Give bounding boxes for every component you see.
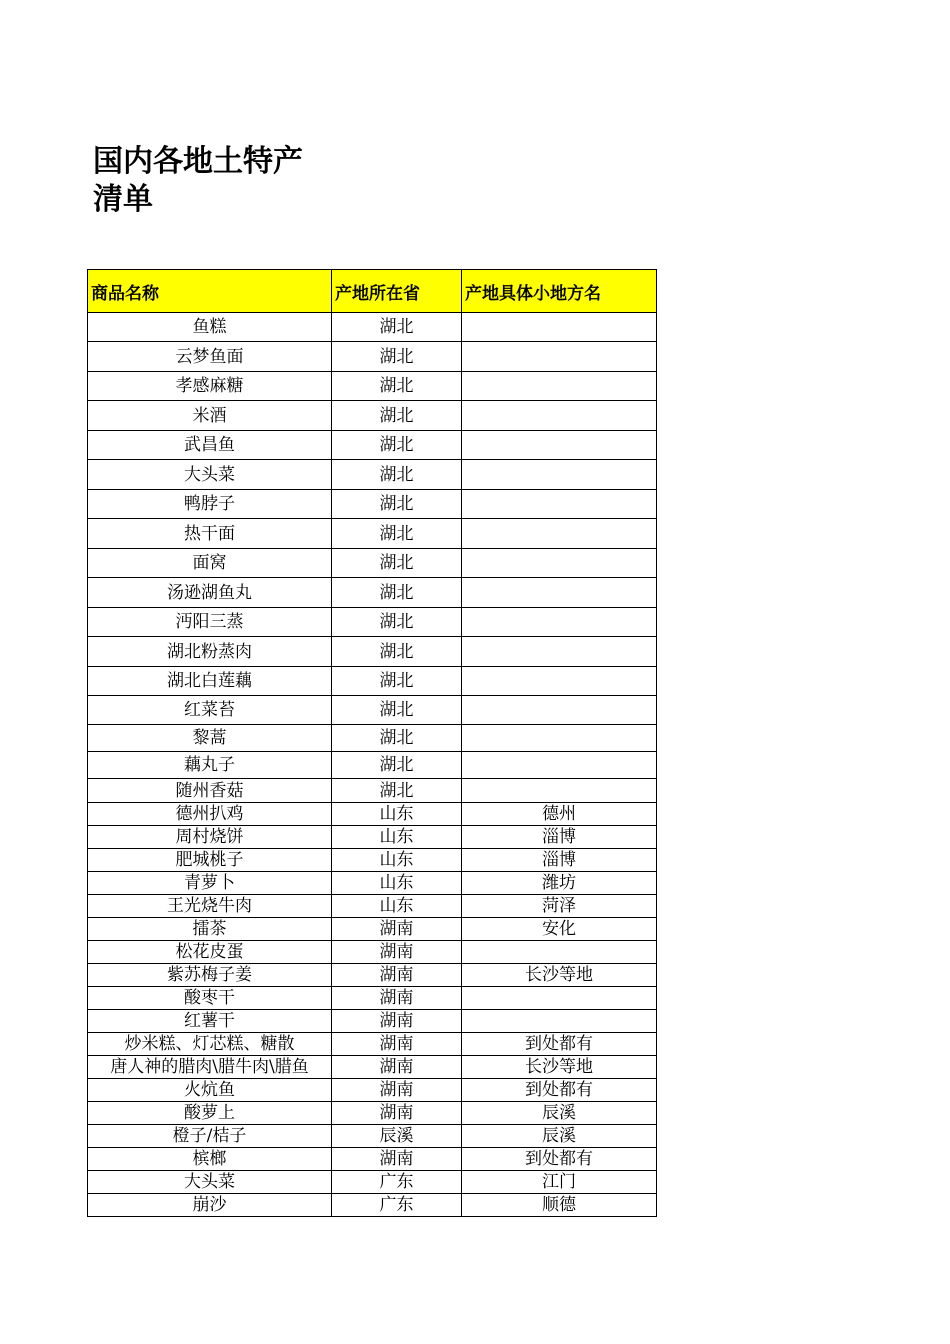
cell-province: 湖北: [332, 752, 462, 779]
cell-province: 湖南: [332, 964, 462, 987]
cell-province: 湖南: [332, 1010, 462, 1033]
cell-province: 湖北: [332, 519, 462, 549]
cell-locality: 潍坊: [462, 872, 657, 895]
table-row: [88, 779, 657, 803]
table-row: [88, 918, 657, 941]
cell-product-name: 松花皮蛋: [88, 941, 332, 964]
table-row: [88, 1171, 657, 1194]
table-row: [88, 460, 657, 490]
table-row: [88, 1033, 657, 1056]
cell-province: 湖南: [332, 918, 462, 941]
table-row: [88, 895, 657, 918]
cell-province: 湖北: [332, 578, 462, 608]
cell-province: 湖南: [332, 1148, 462, 1171]
table-row: [88, 372, 657, 401]
cell-province: 湖北: [332, 401, 462, 431]
cell-product-name: 德州扒鸡: [88, 803, 332, 826]
cell-province: 广东: [332, 1171, 462, 1194]
page-title: [93, 143, 413, 219]
table-row: [88, 1148, 657, 1171]
cell-province: 湖南: [332, 1056, 462, 1079]
table-row: [88, 549, 657, 578]
cell-province: 湖北: [332, 372, 462, 401]
cell-province: 山东: [332, 895, 462, 918]
cell-locality: 江门: [462, 1171, 657, 1194]
cell-locality: [462, 372, 657, 401]
table-body: [88, 313, 657, 1217]
cell-province: 山东: [332, 826, 462, 849]
cell-product-name: 黎蒿: [88, 725, 332, 752]
title-line-2: 清单: [93, 182, 153, 217]
cell-locality: 淄博: [462, 826, 657, 849]
table-row: [88, 987, 657, 1010]
cell-province: 湖南: [332, 1033, 462, 1056]
cell-product-name: 红薯干: [88, 1010, 332, 1033]
cell-province: 湖南: [332, 1102, 462, 1125]
cell-locality: 到处都有: [462, 1033, 657, 1056]
table-row: [88, 1010, 657, 1033]
cell-locality: [462, 637, 657, 667]
cell-locality: 淄博: [462, 849, 657, 872]
table-row: [88, 637, 657, 667]
table-row: [88, 1102, 657, 1125]
cell-province: 湖北: [332, 608, 462, 637]
cell-locality: 顺德: [462, 1194, 657, 1217]
cell-locality: 菏泽: [462, 895, 657, 918]
cell-product-name: 炒米糕、灯芯糕、糖散: [88, 1033, 332, 1056]
cell-product-name: 红菜苔: [88, 696, 332, 725]
cell-product-name: 云梦鱼面: [88, 342, 332, 372]
table-row: [88, 696, 657, 725]
table-row: [88, 1125, 657, 1148]
cell-locality: 德州: [462, 803, 657, 826]
cell-product-name: 擂茶: [88, 918, 332, 941]
cell-product-name: 鱼糕: [88, 313, 332, 342]
cell-province: 湖北: [332, 696, 462, 725]
cell-province: 湖北: [332, 549, 462, 578]
cell-locality: 安化: [462, 918, 657, 941]
cell-province: 湖南: [332, 941, 462, 964]
header-product-name: 商品名称: [88, 270, 332, 313]
table-row: [88, 431, 657, 460]
table-row: [88, 342, 657, 372]
cell-province: 山东: [332, 849, 462, 872]
table-row: [88, 313, 657, 342]
cell-product-name: 青萝卜: [88, 872, 332, 895]
cell-province: 湖南: [332, 987, 462, 1010]
cell-locality: [462, 519, 657, 549]
cell-province: 湖北: [332, 342, 462, 372]
cell-product-name: 唐人神的腊肉\腊牛肉\腊鱼: [88, 1056, 332, 1079]
cell-province: 湖北: [332, 490, 462, 519]
cell-locality: 到处都有: [462, 1148, 657, 1171]
cell-product-name: 湖北粉蒸肉: [88, 637, 332, 667]
cell-product-name: 热干面: [88, 519, 332, 549]
table-row: [88, 872, 657, 895]
cell-province: 湖北: [332, 637, 462, 667]
cell-locality: [462, 1010, 657, 1033]
cell-locality: [462, 431, 657, 460]
table-row: [88, 849, 657, 872]
header-locality: 产地具体小地方名: [462, 270, 657, 313]
table-row: [88, 803, 657, 826]
table-row: [88, 490, 657, 519]
header-row: [88, 270, 657, 313]
cell-province: 辰溪: [332, 1125, 462, 1148]
table-row: [88, 1056, 657, 1079]
cell-product-name: 崩沙: [88, 1194, 332, 1217]
table-row: [88, 725, 657, 752]
cell-locality: [462, 941, 657, 964]
cell-product-name: 王光烧牛肉: [88, 895, 332, 918]
cell-locality: [462, 667, 657, 696]
cell-product-name: 鸭脖子: [88, 490, 332, 519]
cell-product-name: 周村烧饼: [88, 826, 332, 849]
header-province: 产地所在省: [332, 270, 462, 313]
cell-province: 广东: [332, 1194, 462, 1217]
cell-locality: [462, 608, 657, 637]
cell-product-name: 大头菜: [88, 1171, 332, 1194]
table-row: [88, 401, 657, 431]
cell-locality: [462, 549, 657, 578]
cell-product-name: 孝感麻糖: [88, 372, 332, 401]
table-row: [88, 667, 657, 696]
cell-product-name: 酸枣干: [88, 987, 332, 1010]
cell-product-name: 大头菜: [88, 460, 332, 490]
cell-locality: [462, 987, 657, 1010]
cell-product-name: 火炕鱼: [88, 1079, 332, 1102]
table-row: [88, 826, 657, 849]
cell-locality: 辰溪: [462, 1102, 657, 1125]
title-line-1: 国内各地土特产: [93, 144, 303, 179]
cell-product-name: 汤逊湖鱼丸: [88, 578, 332, 608]
cell-province: 湖北: [332, 725, 462, 752]
specialty-table: [87, 269, 657, 1217]
table-row: [88, 578, 657, 608]
cell-locality: [462, 460, 657, 490]
cell-product-name: 肥城桃子: [88, 849, 332, 872]
cell-locality: [462, 490, 657, 519]
table-row: [88, 1079, 657, 1102]
cell-product-name: 沔阳三蒸: [88, 608, 332, 637]
cell-locality: 长沙等地: [462, 964, 657, 987]
table-row: [88, 608, 657, 637]
cell-product-name: 槟榔: [88, 1148, 332, 1171]
table-row: [88, 1194, 657, 1217]
cell-product-name: 米酒: [88, 401, 332, 431]
cell-province: 湖北: [332, 667, 462, 696]
cell-province: 湖北: [332, 779, 462, 803]
cell-product-name: 橙子/桔子: [88, 1125, 332, 1148]
cell-locality: 到处都有: [462, 1079, 657, 1102]
cell-locality: [462, 696, 657, 725]
cell-product-name: 湖北白莲藕: [88, 667, 332, 696]
cell-locality: [462, 578, 657, 608]
cell-locality: 长沙等地: [462, 1056, 657, 1079]
cell-province: 湖南: [332, 1079, 462, 1102]
cell-product-name: 面窝: [88, 549, 332, 578]
table-row: [88, 941, 657, 964]
cell-province: 山东: [332, 872, 462, 895]
cell-locality: [462, 401, 657, 431]
cell-locality: [462, 342, 657, 372]
cell-locality: [462, 313, 657, 342]
cell-product-name: 紫苏梅子姜: [88, 964, 332, 987]
cell-province: 湖北: [332, 460, 462, 490]
cell-locality: 辰溪: [462, 1125, 657, 1148]
table-row: [88, 519, 657, 549]
cell-province: 山东: [332, 803, 462, 826]
cell-province: 湖北: [332, 313, 462, 342]
cell-locality: [462, 779, 657, 803]
table-row: [88, 964, 657, 987]
cell-product-name: 藕丸子: [88, 752, 332, 779]
cell-product-name: 武昌鱼: [88, 431, 332, 460]
cell-locality: [462, 752, 657, 779]
cell-product-name: 酸萝上: [88, 1102, 332, 1125]
cell-product-name: 随州香菇: [88, 779, 332, 803]
cell-province: 湖北: [332, 431, 462, 460]
cell-locality: [462, 725, 657, 752]
table-row: [88, 752, 657, 779]
